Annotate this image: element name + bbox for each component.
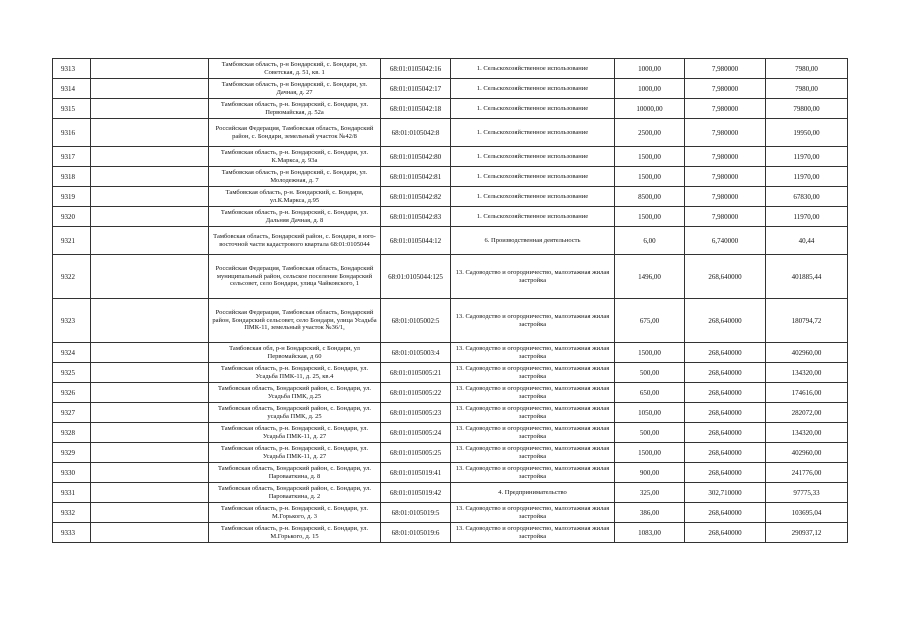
table-row [53, 299, 848, 343]
table-row [53, 503, 848, 523]
cadastral-number-cell: 68:01:0105042:18 [381, 99, 451, 119]
cadastral-value-cell: 19950,00 [766, 119, 848, 147]
cadastral-number-cell: 68:01:0105019:41 [381, 463, 451, 483]
cadastral-number-cell: 68:01:0105019:42 [381, 483, 451, 503]
cadastral-number-cell: 68:01:0105019:5 [381, 503, 451, 523]
land-use-cell: 1. Сельскохозяйственное использование [451, 147, 615, 167]
address-cell: Тамбовская область, р-н. Бондарский, с. Бондари, ул. Усадьба ПМК-11, д. 27 [209, 443, 381, 463]
area-cell: 1496,00 [615, 255, 685, 299]
blank-cell [91, 147, 209, 167]
address-cell: Тамбовская область, Бондарский район, с. Бондари, ул. усадьба ПМК, д. 25 [209, 403, 381, 423]
land-use-cell: 1. Сельскохозяйственное использование [451, 167, 615, 187]
address-cell: Тамбовская обл, р-н Бондарский, с Бондари, ул Первомайская, д 60 [209, 343, 381, 363]
blank-cell [91, 99, 209, 119]
rate-cell: 268,640000 [685, 443, 766, 463]
row-number: 9318 [53, 167, 91, 187]
cadastral-number-cell: 68:01:0105002:5 [381, 299, 451, 343]
rate-cell: 268,640000 [685, 463, 766, 483]
cadastral-value-cell: 134320,00 [766, 423, 848, 443]
cadastral-value-cell: 7980,00 [766, 79, 848, 99]
blank-cell [91, 363, 209, 383]
area-cell: 325,00 [615, 483, 685, 503]
address-cell: Тамбовская область, Бондарский район, с. Бондари, ул. Паровааткина, д. 2 [209, 483, 381, 503]
rate-cell: 7,980000 [685, 59, 766, 79]
address-cell: Российская Федерация, Тамбовская область, Бондарский муниципальный район, сельское поселение Бондарский сельсовет, село Бондари, улица Чайковского, 1 [209, 255, 381, 299]
address-cell: Тамбовская область, р-н. Бондарский, с. Бондари, ул. М.Горького, д. 15 [209, 523, 381, 543]
land-use-cell: 1. Сельскохозяйственное использование [451, 207, 615, 227]
address-cell: Тамбовская область, р-н. Бондарский, с. Бондари, ул.К.Маркса, д.95 [209, 187, 381, 207]
cadastral-number-cell: 68:01:0105042:80 [381, 147, 451, 167]
row-number: 9313 [53, 59, 91, 79]
table-row [53, 119, 848, 147]
land-use-cell: 13. Садоводство и огородничество, малоэтажная жилая застройка [451, 463, 615, 483]
address-cell: Российская Федерация, Тамбовская область, Бондарский район, с. Бондари, земельный участок №42/8 [209, 119, 381, 147]
cadastral-number-cell: 68:01:0105042:83 [381, 207, 451, 227]
address-cell: Тамбовская область, р-н. Бондарский, с. Бондари, ул. Дальняя Дачная, д. 8 [209, 207, 381, 227]
area-cell: 1500,00 [615, 147, 685, 167]
rate-cell: 7,980000 [685, 99, 766, 119]
cadastral-value-cell: 241776,00 [766, 463, 848, 483]
address-cell: Российская Федерация, Тамбовская область, Бондарский район, Бондарский сельсовет, село Бондари, улица Усадьба ПМК-11, земельный участок №36/1, [209, 299, 381, 343]
area-cell: 1500,00 [615, 343, 685, 363]
area-cell: 500,00 [615, 423, 685, 443]
land-use-cell: 1. Сельскохозяйственное использование [451, 79, 615, 99]
rate-cell: 7,980000 [685, 167, 766, 187]
row-number: 9326 [53, 383, 91, 403]
rate-cell: 7,980000 [685, 207, 766, 227]
cadastral-number-cell: 68:01:0105005:21 [381, 363, 451, 383]
cadastral-value-cell: 103695,04 [766, 503, 848, 523]
cadastral-number-cell: 68:01:0105019:6 [381, 523, 451, 543]
cadastral-value-cell: 97775,33 [766, 483, 848, 503]
address-cell: Тамбовская область, р-н. Бондарский, с. Бондари, ул. К.Маркса, д. 93а [209, 147, 381, 167]
area-cell: 6,00 [615, 227, 685, 255]
land-use-cell: 13. Садоводство и огородничество, малоэтажная жилая застройка [451, 523, 615, 543]
cadastral-value-cell: 134320,00 [766, 363, 848, 383]
address-cell: Тамбовская область, р-н. Бондарский, с. Бондари, ул. М.Горького, д. 3 [209, 503, 381, 523]
cadastral-number-cell: 68:01:0105005:23 [381, 403, 451, 423]
blank-cell [91, 503, 209, 523]
area-cell: 1500,00 [615, 207, 685, 227]
land-use-cell: 13. Садоводство и огородничество, малоэтажная жилая застройка [451, 443, 615, 463]
rate-cell: 268,640000 [685, 403, 766, 423]
row-number: 9317 [53, 147, 91, 167]
row-number: 9330 [53, 463, 91, 483]
table-row [53, 99, 848, 119]
area-cell: 386,00 [615, 503, 685, 523]
row-number: 9322 [53, 255, 91, 299]
rate-cell: 268,640000 [685, 503, 766, 523]
area-cell: 1000,00 [615, 59, 685, 79]
area-cell: 2500,00 [615, 119, 685, 147]
address-cell: Тамбовская область, Бондарский район, с. Бондари, ул. Усадьба ПМК, д.25 [209, 383, 381, 403]
cadastral-value-cell: 290937,12 [766, 523, 848, 543]
blank-cell [91, 59, 209, 79]
cadastral-value-cell: 11970,00 [766, 207, 848, 227]
table-row [53, 483, 848, 503]
land-use-cell: 4. Предпринимательство [451, 483, 615, 503]
rate-cell: 7,980000 [685, 187, 766, 207]
cadastral-value-cell: 402960,00 [766, 343, 848, 363]
cadastral-number-cell: 68:01:0105042:82 [381, 187, 451, 207]
area-cell: 1500,00 [615, 167, 685, 187]
row-number: 9323 [53, 299, 91, 343]
table-row [53, 187, 848, 207]
address-cell: Тамбовская область, р-н. Бондарский, с. Бондари, ул. Первомайская, д. 52а [209, 99, 381, 119]
area-cell: 1000,00 [615, 79, 685, 99]
cadastral-number-cell: 68:01:0105005:25 [381, 443, 451, 463]
blank-cell [91, 463, 209, 483]
blank-cell [91, 483, 209, 503]
blank-cell [91, 383, 209, 403]
area-cell: 900,00 [615, 463, 685, 483]
row-number: 9314 [53, 79, 91, 99]
row-number: 9320 [53, 207, 91, 227]
row-number: 9327 [53, 403, 91, 423]
row-number: 9321 [53, 227, 91, 255]
land-use-cell: 13. Садоводство и огородничество, малоэтажная жилая застройка [451, 403, 615, 423]
area-cell: 1050,00 [615, 403, 685, 423]
blank-cell [91, 187, 209, 207]
area-cell: 1500,00 [615, 443, 685, 463]
blank-cell [91, 403, 209, 423]
land-use-cell: 1. Сельскохозяйственное использование [451, 59, 615, 79]
table-row [53, 79, 848, 99]
row-number: 9315 [53, 99, 91, 119]
table-row [53, 255, 848, 299]
rate-cell: 268,640000 [685, 383, 766, 403]
land-use-cell: 1. Сельскохозяйственное использование [451, 187, 615, 207]
cadastral-value-cell: 79800,00 [766, 99, 848, 119]
area-cell: 8500,00 [615, 187, 685, 207]
row-number: 9328 [53, 423, 91, 443]
blank-cell [91, 79, 209, 99]
cadastral-value-cell: 7980,00 [766, 59, 848, 79]
blank-cell [91, 343, 209, 363]
cadastral-value-cell: 282072,00 [766, 403, 848, 423]
land-use-cell: 6. Производственная деятельность [451, 227, 615, 255]
cadastral-number-cell: 68:01:0105005:24 [381, 423, 451, 443]
land-use-cell: 1. Сельскохозяйственное использование [451, 119, 615, 147]
cadastral-number-cell: 68:01:0105042:8 [381, 119, 451, 147]
area-cell: 500,00 [615, 363, 685, 383]
area-cell: 10000,00 [615, 99, 685, 119]
blank-cell [91, 119, 209, 147]
land-use-cell: 13. Садоводство и огородничество, малоэтажная жилая застройка [451, 383, 615, 403]
area-cell: 1083,00 [615, 523, 685, 543]
table-row [53, 463, 848, 483]
table-row [53, 167, 848, 187]
land-use-cell: 1. Сельскохозяйственное использование [451, 99, 615, 119]
cadastral-value-cell: 11970,00 [766, 147, 848, 167]
rate-cell: 268,640000 [685, 523, 766, 543]
rate-cell: 268,640000 [685, 255, 766, 299]
blank-cell [91, 167, 209, 187]
rate-cell: 302,710000 [685, 483, 766, 503]
blank-cell [91, 255, 209, 299]
rate-cell: 7,980000 [685, 147, 766, 167]
row-number: 9324 [53, 343, 91, 363]
table-row [53, 443, 848, 463]
cadastral-number-cell: 68:01:0105044:12 [381, 227, 451, 255]
address-cell: Тамбовская область, р-н. Бондарский, с. Бондари, ул. Усадьба ПМК-11, д. 25, кв.4 [209, 363, 381, 383]
table-row [53, 227, 848, 255]
blank-cell [91, 523, 209, 543]
row-number: 9332 [53, 503, 91, 523]
cadastral-value-cell: 402960,00 [766, 443, 848, 463]
blank-cell [91, 207, 209, 227]
table-row [53, 59, 848, 79]
rate-cell: 268,640000 [685, 299, 766, 343]
table-row [53, 383, 848, 403]
blank-cell [91, 227, 209, 255]
address-cell: Тамбовская область, р-н. Бондарский, с. Бондари, ул. Усадьба ПМК-11, д. 27 [209, 423, 381, 443]
table-row [53, 423, 848, 443]
land-use-cell: 13. Садоводство и огородничество, малоэтажная жилая застройка [451, 299, 615, 343]
cadastral-value-cell: 401885,44 [766, 255, 848, 299]
row-number: 9333 [53, 523, 91, 543]
land-use-cell: 13. Садоводство и огородничество, малоэтажная жилая застройка [451, 255, 615, 299]
land-use-cell: 13. Садоводство и огородничество, малоэтажная жилая застройка [451, 503, 615, 523]
blank-cell [91, 299, 209, 343]
row-number: 9325 [53, 363, 91, 383]
area-cell: 650,00 [615, 383, 685, 403]
row-number: 9329 [53, 443, 91, 463]
table-row [53, 147, 848, 167]
blank-cell [91, 423, 209, 443]
cadastral-value-cell: 174616,00 [766, 383, 848, 403]
cadastral-number-cell: 68:01:0105042:16 [381, 59, 451, 79]
table-row [53, 523, 848, 543]
address-cell: Тамбовская область, р-н Бондарский, с. Бондари, ул. Дачная, д. 27 [209, 79, 381, 99]
address-cell: Тамбовская область, р-н Бондарский, с. Бондари, ул. Советская, д. 51, кв. 1 [209, 59, 381, 79]
rate-cell: 7,980000 [685, 79, 766, 99]
land-parcels-table [52, 58, 848, 543]
table-row [53, 343, 848, 363]
land-use-cell: 13. Садоводство и огородничество, малоэтажная жилая застройка [451, 343, 615, 363]
row-number: 9316 [53, 119, 91, 147]
cadastral-value-cell: 11970,00 [766, 167, 848, 187]
area-cell: 675,00 [615, 299, 685, 343]
address-cell: Тамбовская область, Бондарский район, с. Бондари, в юго-восточной части кадастрового квартала 68:01:0105044 [209, 227, 381, 255]
address-cell: Тамбовская область, р-н Бондарский, с. Бондари, ул. Молодежная, д. 7 [209, 167, 381, 187]
table-row [53, 207, 848, 227]
rate-cell: 268,640000 [685, 343, 766, 363]
row-number: 9331 [53, 483, 91, 503]
land-use-cell: 13. Садоводство и огородничество, малоэтажная жилая застройка [451, 363, 615, 383]
land-use-cell: 13. Садоводство и огородничество, малоэтажная жилая застройка [451, 423, 615, 443]
rate-cell: 6,740000 [685, 227, 766, 255]
rate-cell: 7,980000 [685, 119, 766, 147]
table-row [53, 363, 848, 383]
rate-cell: 268,640000 [685, 363, 766, 383]
cadastral-number-cell: 68:01:0105044:125 [381, 255, 451, 299]
address-cell: Тамбовская область, Бондарский район, с. Бондари, ул. Паровааткина, д. 8 [209, 463, 381, 483]
rate-cell: 268,640000 [685, 423, 766, 443]
cadastral-value-cell: 67830,00 [766, 187, 848, 207]
cadastral-value-cell: 40,44 [766, 227, 848, 255]
row-number: 9319 [53, 187, 91, 207]
cadastral-number-cell: 68:01:0105005:22 [381, 383, 451, 403]
cadastral-number-cell: 68:01:0105042:17 [381, 79, 451, 99]
blank-cell [91, 443, 209, 463]
cadastral-number-cell: 68:01:0105003:4 [381, 343, 451, 363]
table-row [53, 403, 848, 423]
cadastral-number-cell: 68:01:0105042:81 [381, 167, 451, 187]
cadastral-value-cell: 180794,72 [766, 299, 848, 343]
